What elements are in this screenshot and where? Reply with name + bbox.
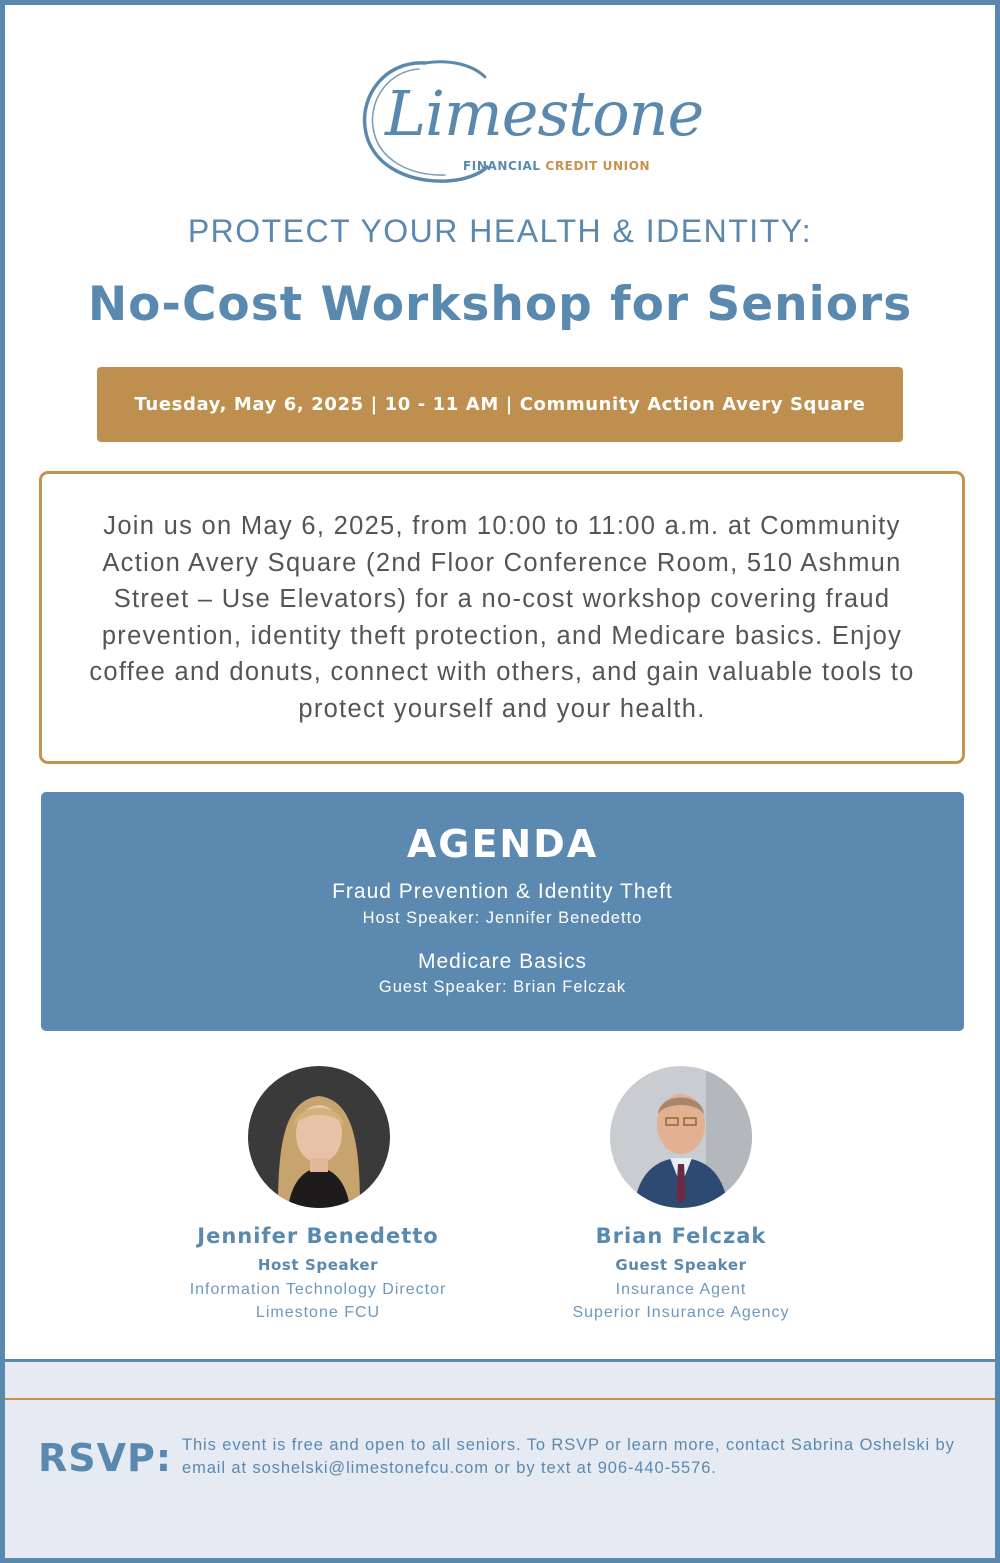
intro-box <box>39 471 965 764</box>
rsvp-text: This event is free and open to all seniors. To RSVP or learn more, contact Sabrina Oshelski by email at soshelski@limestonefcu.com or by text at 906-440-5576. <box>182 1436 955 1477</box>
agenda-panel <box>41 792 964 1031</box>
agenda-item-speaker: Host Speaker: Jennifer Benedetto <box>362 909 643 927</box>
speaker-photo-brian <box>610 1066 752 1208</box>
footer-divider-blue <box>5 1359 995 1362</box>
logo-wordmark: Limestone <box>385 77 704 150</box>
logo-subtitle <box>463 159 650 173</box>
agenda-item-speaker: Guest Speaker: Brian Felczak <box>378 978 627 996</box>
footer-divider-gold <box>5 1398 995 1400</box>
page-subtitle: PROTECT YOUR HEALTH & IDENTITY: <box>187 213 813 249</box>
speaker-role: Host Speaker <box>257 1256 379 1274</box>
speaker-role: Guest Speaker <box>615 1256 747 1274</box>
intro-text: Join us on May 6, 2025, from 10:00 to 11:00 a.m. at Community Action Avery Square (2nd Floor Conference Room, 510 Ashmun Street – Use Elevators) for a no-cost workshop covering fraud prevention, identity theft protection, and Medicare basics. Enjoy coffee and donuts, connect with others, and gain valuable tools to protect yourself and your health. <box>89 512 915 723</box>
agenda-heading: AGENDA <box>406 822 599 866</box>
event-details-bar <box>97 367 903 442</box>
speaker-title: Information Technology Director <box>189 1281 447 1298</box>
speaker-organization: Limestone FCU <box>255 1304 381 1321</box>
speaker-name: Jennifer Benedetto <box>197 1224 439 1248</box>
agenda-item-title: Medicare Basics <box>417 950 588 973</box>
speaker-organization: Superior Insurance Agency <box>572 1304 790 1321</box>
logo-sub-financial: FINANCIAL <box>463 159 541 173</box>
speaker-name: Brian Felczak <box>595 1224 767 1248</box>
rsvp-label: RSVP: <box>38 1436 173 1480</box>
person-portrait-icon <box>248 1066 390 1208</box>
speaker-photo-jennifer <box>248 1066 390 1208</box>
page-title: No-Cost Workshop for Seniors <box>87 277 913 332</box>
limestone-logo <box>355 55 704 190</box>
agenda-item-title: Fraud Prevention & Identity Theft <box>332 880 673 903</box>
event-details-text: Tuesday, May 6, 2025 | 10 - 11 AM | Community Action Avery Square <box>134 394 866 415</box>
speaker-title: Insurance Agent <box>615 1281 747 1298</box>
person-portrait-icon <box>610 1066 752 1208</box>
logo-sub-credit-union: CREDIT UNION <box>545 159 651 173</box>
